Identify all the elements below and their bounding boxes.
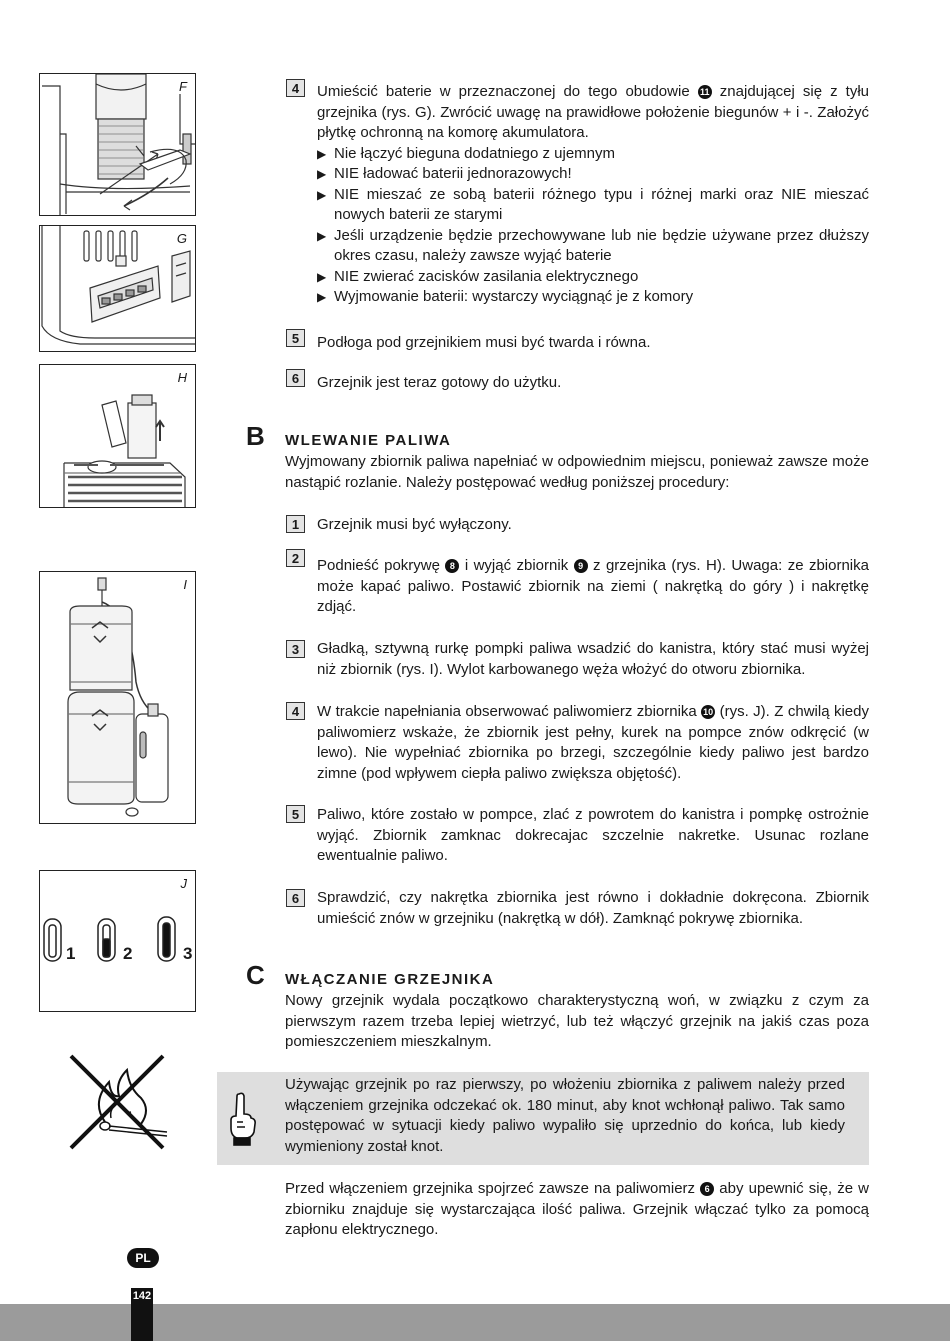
- step-text: Umieścić baterie w przeznaczonej do tego obudowie: [317, 83, 690, 100]
- step-text: aby upewnić się, że w zbiorniku znajduje się wystarczająca ilość paliwa. Grzejnik włączać tylko za pomocą zapłonu elektrycznego.: [285, 1180, 870, 1238]
- component-number-badge: 8: [445, 559, 459, 573]
- list-item: ▶ Wyjmowanie baterii: wystarczy wyciągnąć je z komory: [317, 287, 869, 308]
- language-badge: PL: [127, 1248, 159, 1268]
- figure-f: [39, 73, 196, 216]
- gauge-level-1: 1: [66, 944, 76, 963]
- step-4-battery: [317, 82, 869, 308]
- step-number: 6: [286, 889, 305, 907]
- section-letter-b: B: [246, 421, 265, 451]
- page-number: 142: [132, 1290, 152, 1302]
- step-number: 4: [286, 702, 305, 720]
- battery-compartment-illustration: [40, 74, 195, 215]
- step-b3: Gładką, sztywną rurkę pompki paliwa wsadzić do kanistra, który stać musi wyżej niż zbiornik (rys. I). Wylot karbowanego węża włożyć do otworu zbiornika.: [317, 640, 869, 678]
- final-instruction: [285, 1179, 869, 1241]
- component-number-badge: 11: [698, 85, 712, 99]
- step-number: 6: [286, 369, 305, 387]
- section-letter-c: C: [246, 960, 265, 990]
- note-text: Używając grzejnik po raz pierwszy, po włożeniu zbiornika z paliwem należy przed włączeniem grzejnika odczekać ok. 180 minut, aby knot wchłonął paliwo. Tak samo postępować w sytuacji kiedy paliwo wypaliło się uprzednio do końca, lub kiedy wymieniony został knot.: [285, 1076, 845, 1155]
- step-text: znajdującej się z tyłu grzejnika (rys. G). Zwrócić uwagę na prawidłowe położenie biegunów + i -. Założyć płytkę ochronną na komorę akumulatora.: [317, 83, 870, 141]
- step-text: z grzejnika (rys. H). Uwaga: ze zbiornika może kapać paliwo. Postawić zbiornik na ziemi ( nakrętką do góry ) i nakrętkę zdjąć.: [317, 557, 869, 615]
- step-text: (rys. J). Z chwilą kiedy paliwomierz wskaże, że zbiornik jest pełny, kurek na pompce znów odkręcić (w lewo). Nie wypełniać zbiornika po brzegi, szczególnie kiedy paliwo jest bardzo zimne (pod wpływem ciepła paliwo zwiększa objętość).: [317, 703, 869, 782]
- step-b4: [317, 702, 869, 784]
- step-text: Podnieść pokrywę: [317, 557, 440, 574]
- fuel-pump-illustration: [40, 572, 195, 823]
- step-b6: Sprawdzić, czy nakrętka zbiornika jest równo i dokładnie dokręcona. Zbiornik umieścić znów w grzejniku (nakrętką w dół). Zamknąć pokrywę zbiornika.: [317, 889, 869, 927]
- heater-back-illustration: [40, 226, 195, 351]
- step-5-floor: Podłoga pod grzejnikiem musi być twarda i równa.: [317, 334, 651, 351]
- section-title-c: WŁĄCZANIE GRZEJNIKA: [285, 971, 495, 988]
- figure-label: H: [177, 370, 187, 385]
- tank-removal-illustration: [40, 365, 195, 507]
- step-b5: Paliwo, które zostało w pompce, zlać z powrotem do kanistra i pompkę ostrożnie wyjąć. Zbiornik zamknac dokrecajac szczelnie nakretke. Usunac rozlane ewentualnie paliwo.: [317, 806, 869, 864]
- step-text: W trakcie napełniania obserwować paliwomierz zbiornika: [317, 703, 697, 720]
- section-intro-c: Nowy grzejnik wydala początkowo charakterystyczną woń, w związku z czym za pierwszym razem trzeba lepiej wietrzyć, lub też włączyć grzejnik na jakiś czas poza pomieszczeniem mieszkalnym.: [285, 992, 869, 1050]
- step-6-ready: Grzejnik jest teraz gotowy do użytku.: [317, 374, 562, 391]
- figure-g: [39, 225, 196, 352]
- pointing-hand-icon: [227, 1092, 257, 1146]
- component-number-badge: 10: [703, 707, 714, 717]
- component-number-badge: 6: [700, 1182, 714, 1196]
- step-number: 5: [286, 329, 305, 347]
- step-number: 5: [286, 805, 305, 823]
- no-flame-icon: [67, 1052, 171, 1152]
- component-number-badge: 9: [574, 559, 588, 573]
- battery-warnings-list: [317, 144, 869, 308]
- figure-i: [39, 571, 196, 824]
- step-number: 2: [286, 549, 305, 567]
- step-text: i wyjąć zbiornik: [464, 557, 569, 574]
- list-item: ▶ Nie łączyć bieguna dodatniego z ujemnym: [317, 144, 869, 165]
- step-b1: Grzejnik musi być wyłączony.: [317, 516, 512, 533]
- list-item: ▶ NIE mieszać ze sobą baterii różnego typu i różnej marki oraz NIE mieszać nowych baterii ze starymi: [317, 185, 869, 226]
- gauge-level-2: 2: [123, 944, 133, 963]
- figure-label: G: [176, 231, 187, 246]
- important-note-box: [217, 1072, 869, 1165]
- section-title-b: WLEWANIE PALIWA: [285, 432, 452, 449]
- step-number: 1: [286, 515, 305, 533]
- figure-j: [39, 870, 196, 1012]
- list-item: ▶ NIE zwierać zacisków zasilania elektrycznego: [317, 267, 869, 288]
- step-number: 4: [286, 79, 305, 97]
- figure-label: F: [179, 79, 187, 94]
- figure-label: I: [183, 577, 187, 592]
- step-number: 3: [286, 640, 305, 658]
- step-b2: [317, 556, 869, 618]
- fuel-gauge-levels-illustration: [40, 871, 195, 1011]
- figure-label: J: [180, 876, 187, 891]
- gauge-level-3: 3: [183, 944, 193, 963]
- step-text: Przed włączeniem grzejnika spojrzeć zawsze na paliwomierz: [285, 1180, 696, 1197]
- figure-h: [39, 364, 196, 508]
- section-intro-b: Wyjmowany zbiornik paliwa napełniać w odpowiednim miejscu, ponieważ zawsze może nastąpić rozlanie. Należy postępować według poniższej procedury:: [285, 453, 869, 491]
- list-item: ▶ NIE ładować baterii jednorazowych!: [317, 164, 869, 185]
- list-item: ▶ Jeśli urządzenie będzie przechowywane lub nie będzie używane przez dłuższy okres czasu, należy zawsze wyjąć baterie: [317, 226, 869, 267]
